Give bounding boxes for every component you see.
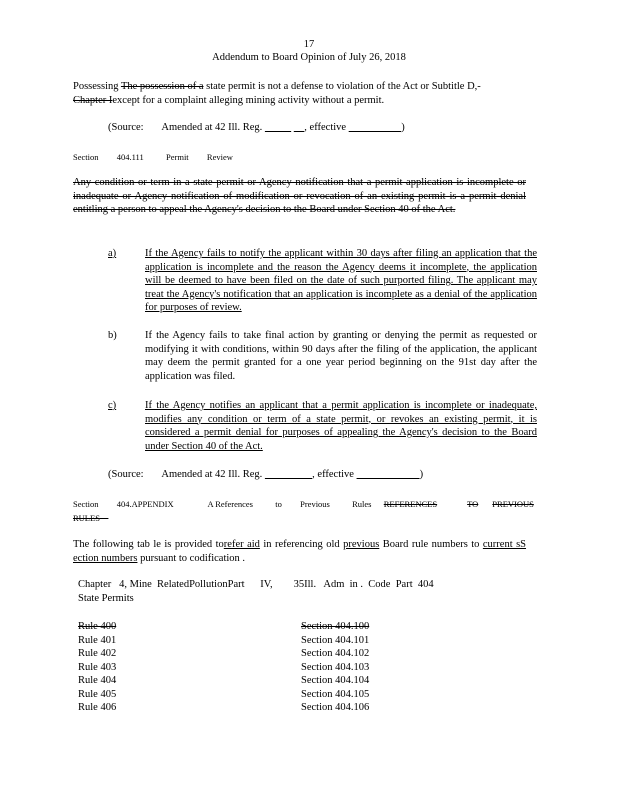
- appendix-struck-rules: RULES: [73, 512, 100, 523]
- item-c-mark: c): [108, 400, 117, 411]
- appendix-title-references: A References: [207, 499, 253, 509]
- source2-prefix: (Source:: [108, 469, 144, 480]
- item-b-text: If the Agency fails to take final action by granting or denying the permit as requested or modifying it with conditions, within 90 days after the filing of the application, the applicant may deem the permit granted for a one year period beginning on the 91st day after the application was filed.: [145, 330, 537, 382]
- rule-cell: Rule 405: [78, 688, 117, 700]
- source-line-2: [108, 468, 423, 482]
- appendix-number: 404.APPENDIX: [116, 499, 174, 509]
- rule-cell: Rule 402: [78, 648, 117, 659]
- section-number: 404.111: [116, 152, 144, 162]
- appendix-struck-title: [384, 499, 534, 509]
- source1-end: ): [401, 122, 405, 133]
- para1-text: state permit is not a defense to violation of the Act or Subtitle D,-: [203, 81, 481, 92]
- following-text-3: Board rule numbers to: [379, 539, 483, 550]
- source1-prefix: (Source:: [108, 122, 144, 133]
- possession-paragraph: [73, 80, 541, 107]
- section-cell: Section 404.103: [301, 661, 370, 673]
- appendix-struck-to: TO: [467, 499, 479, 509]
- sections-column: [301, 620, 369, 715]
- item-a-text: If the Agency fails to notify the applicant within 30 days after filing an application that the application is incomplete and the reason the Agency deems it incomplete, the application will be deemed to have been filed on the date of such purported filing. The applicant may treat the Agency's notification that an application is incomplete as a denial of the application for purposes of review.: [145, 248, 537, 313]
- para1-tail: except for a complaint alleging mining activity without a permit.: [112, 94, 385, 106]
- following-text-4: pursuant to codification .: [137, 552, 246, 564]
- source-line-1: [108, 121, 405, 135]
- source1-blank-1: [265, 122, 291, 133]
- section-cell: Section 404.102: [301, 648, 370, 659]
- appendix-struck-references: REFERENCES: [383, 499, 438, 509]
- following-text-2: in referencing old: [259, 539, 344, 550]
- section-title-review: Review: [206, 152, 233, 162]
- section-404-111-heading: [73, 151, 233, 165]
- section-appendix-heading: [73, 498, 543, 525]
- section-cell: Section 404.104: [301, 675, 370, 686]
- rule-cell: Rule 401: [78, 634, 117, 646]
- source1-text: Amended at 42 Ill. Reg.: [161, 122, 263, 133]
- appendix-struck-previous: PREVIOUS: [492, 499, 534, 509]
- rule-cell: Rule 406: [78, 702, 117, 713]
- para1-lead: Possessing: [73, 81, 121, 92]
- source1-blank-3: [349, 122, 402, 133]
- item-b-mark: b): [108, 330, 117, 341]
- section-label: Section: [73, 152, 99, 162]
- source2-blank-2: [357, 469, 420, 480]
- source2-blank-1: [265, 469, 312, 480]
- source1-effective: , effective: [304, 122, 347, 133]
- appendix-title-to: to: [275, 499, 282, 509]
- page-title: Addendum to Board Opinion of July 26, 2018: [212, 52, 406, 63]
- chapter-line-2: State Permits: [78, 593, 134, 604]
- source2-text: Amended at 42 Ill. Reg.: [161, 469, 263, 480]
- para1-struck-text: The possession of a: [120, 81, 204, 92]
- source2-end: ): [419, 469, 424, 480]
- struck-condition-paragraph: Any condition or term in a state permit or Agency notification that a permit application is incomplete or inadequate or Agency notification of modification or revocation of an existing permit is a permit denial entitling a person to appeal the Agency's decision to the Board under Section 40 of the Act.: [73, 177, 526, 215]
- appendix-title-previous: Previous: [300, 499, 330, 509]
- following-refer: refer aid: [223, 539, 260, 550]
- source2-effective: , effective: [312, 469, 354, 480]
- rules-column: [78, 620, 116, 715]
- source1-blank-2: [294, 122, 305, 133]
- section-cell: Section 404.100: [301, 621, 370, 632]
- section-cell: Section 404.106: [301, 702, 370, 713]
- section-cell: Section 404.105: [301, 688, 370, 700]
- following-previous: previous: [343, 539, 380, 550]
- para1-struck-chapter: Chapter I: [73, 94, 113, 106]
- item-a-mark: a): [108, 248, 117, 259]
- following-text-1: The following tab le is provided to: [73, 539, 224, 550]
- rule-cell: Rule 400: [78, 621, 117, 632]
- chapter-line-1: Chapter 4, Mine RelatedPollutionPart IV, 35Ill. Adm in . Code Part 404: [78, 579, 434, 590]
- following-current: current sS ection numbers: [73, 539, 527, 564]
- section-title-permit: Permit: [166, 152, 189, 162]
- page-number: 17: [303, 39, 315, 50]
- table-intro-paragraph: [73, 538, 526, 565]
- section-cell: Section 404.101: [301, 634, 370, 646]
- appendix-section-label: Section: [73, 499, 99, 509]
- rule-cell: Rule 404: [78, 675, 117, 686]
- item-c-text: If the Agency notifies an applicant that a permit application is incomplete or inadequate, modifies any condition or term of a state permit, or revokes an existing permit, it is considered a permit denial for purposes of appealing the Agency's decision to the Board under Section 40 of the Act.: [145, 400, 537, 452]
- rule-cell: Rule 403: [78, 661, 117, 673]
- appendix-title-rules: Rules: [352, 499, 372, 509]
